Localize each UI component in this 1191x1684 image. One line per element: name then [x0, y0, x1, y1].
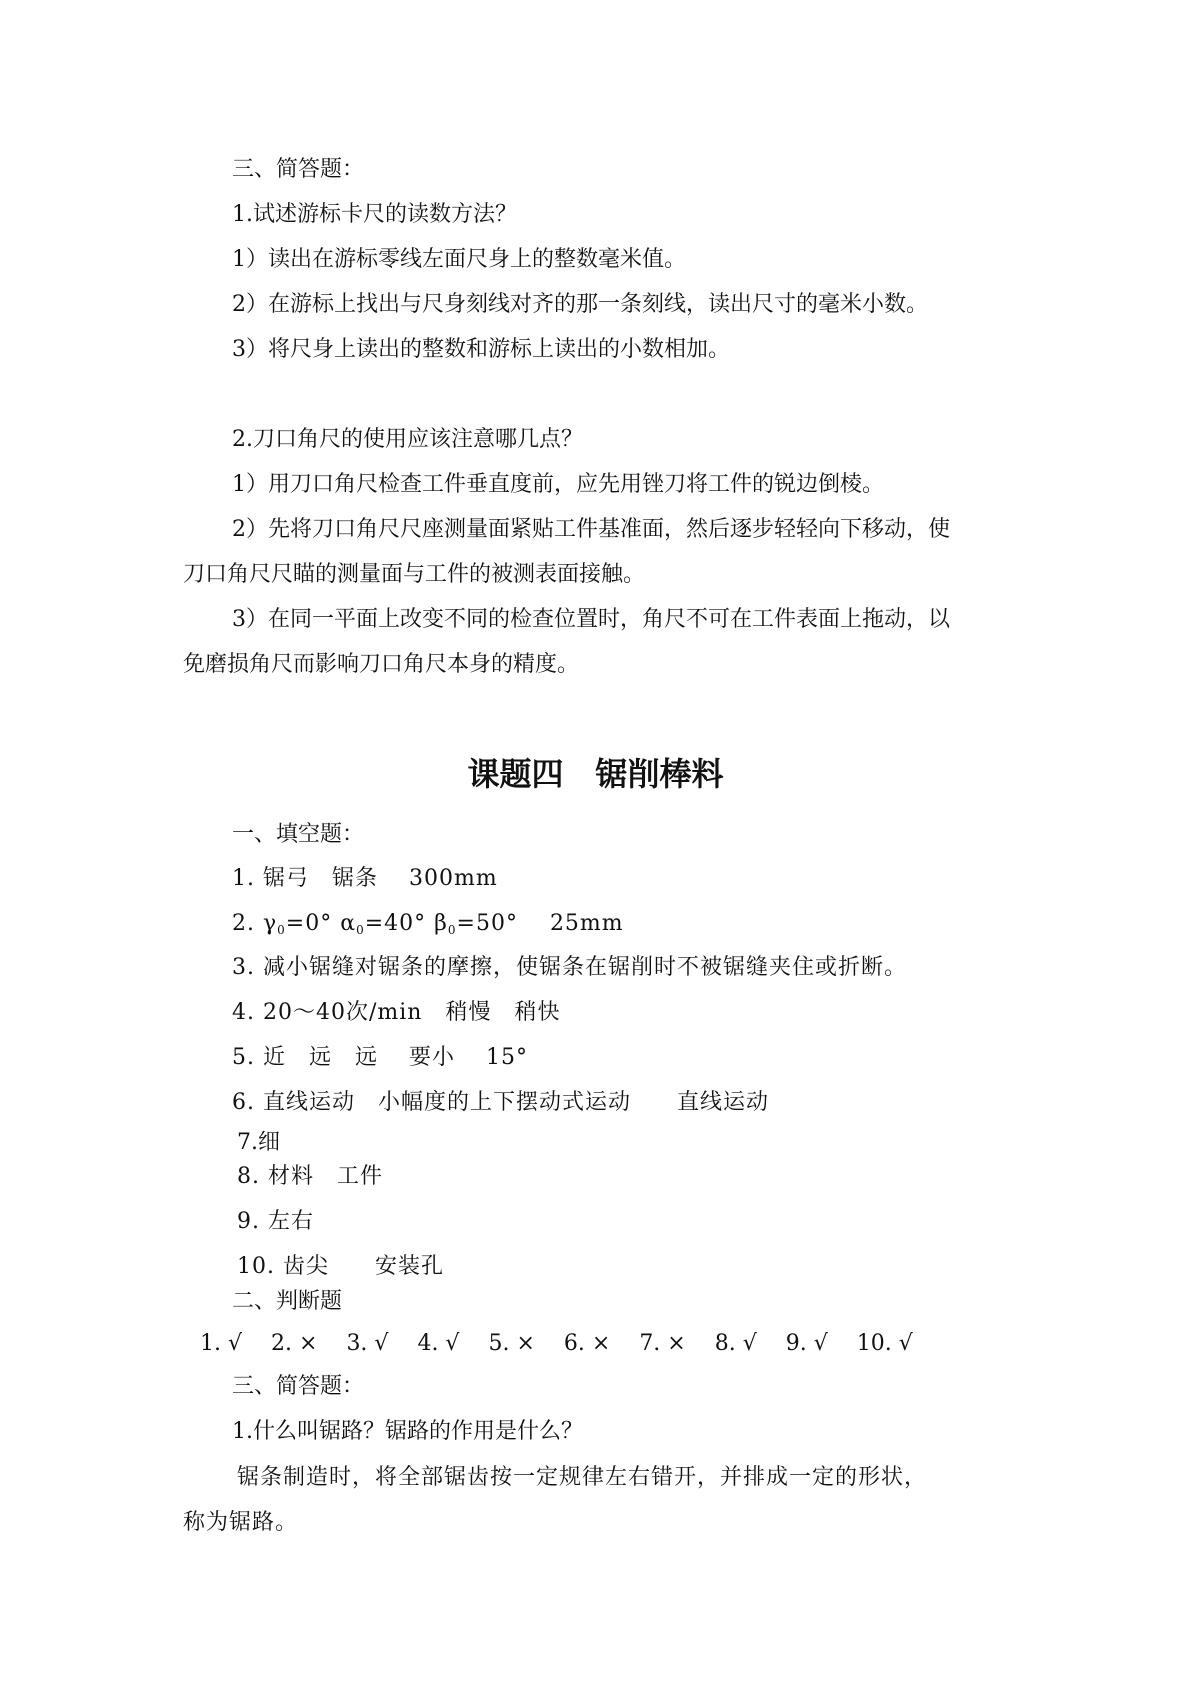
alpha-subscript: 0: [356, 923, 365, 937]
answer-line: 2）先将刀口角尺尺座测量面紧贴工件基准面，然后逐步轻轻向下移动，使: [232, 517, 950, 542]
fill-item-4: 4. 20～40次/min 稍慢 稍快: [232, 1000, 561, 1025]
judge-heading: 二、判断题: [232, 1289, 343, 1314]
answer-line: 1）用刀口角尺检查工件垂直度前，应先用锉刀将工件的锐边倒棱。: [232, 472, 884, 497]
fill-heading: 一、填空题：: [232, 822, 365, 847]
gamma-value: =0°: [285, 911, 333, 936]
question-1: 1.试述游标卡尺的读数方法？: [232, 202, 517, 227]
judge-answer: 8. √: [714, 1331, 757, 1356]
judge-answer: 5. ×: [488, 1331, 535, 1356]
section-heading: 三、简答题：: [232, 157, 365, 182]
answer-line: 锯条制造时，将全部锯齿按一定规律左右错开，并排成一定的形状，: [237, 1465, 928, 1490]
answer-line: 3）在同一平面上改变不同的检查位置时，角尺不可在工件表面上拖动，以: [232, 607, 950, 632]
judge-answer: 7. ×: [639, 1331, 686, 1356]
beta-value: =50°: [456, 911, 518, 936]
beta-subscript: 0: [447, 923, 457, 937]
short-question-1: 1.什么叫锯路？锯路的作用是什么？: [232, 1419, 583, 1444]
beta-symbol: β: [434, 911, 448, 936]
judge-answer: 4. √: [417, 1331, 460, 1356]
topic-title: 课题四 锯削棒料: [467, 755, 724, 793]
gamma-symbol: γ: [262, 911, 278, 936]
fill-item-7: 7.细: [237, 1130, 280, 1155]
gamma-subscript: 0: [277, 923, 286, 937]
answer-line: 3）将尺身上读出的整数和游标上读出的小数相加。: [232, 337, 730, 362]
judge-answer: 10. √: [856, 1331, 913, 1356]
fill-item-2-prefix: 2.: [232, 911, 263, 936]
alpha-symbol: α: [340, 911, 357, 936]
answer-line: 1）读出在游标零线左面尺身上的整数毫米值。: [232, 247, 686, 272]
answer-line: 称为锯路。: [183, 1510, 299, 1535]
short-heading: 三、简答题：: [232, 1374, 365, 1399]
judge-answer: 3. √: [346, 1331, 389, 1356]
question-2: 2.刀口角尺的使用应该注意哪几点？: [232, 427, 583, 452]
fill-item-6: 6. 直线运动 小幅度的上下摆动式运动 直线运动: [232, 1090, 769, 1115]
answer-line: 免磨损角尺而影响刀口角尺本身的精度。: [183, 652, 580, 677]
fill-item-2-tail: 25mm: [549, 911, 624, 936]
answer-line: 刀口角尺尺瞄的测量面与工件的被测表面接触。: [183, 562, 646, 587]
fill-item-2: [232, 909, 624, 945]
judge-answer: 2. ×: [271, 1331, 318, 1356]
fill-item-1: 1. 锯弓 锯条 300mm: [232, 866, 498, 891]
fill-item-10: 10. 齿尖 安装孔: [237, 1254, 444, 1279]
alpha-value: =40°: [364, 911, 427, 936]
fill-item-9: 9. 左右: [237, 1209, 314, 1234]
answer-line: 2）在游标上找出与尺身刻线对齐的那一条刻线，读出尺寸的毫米小数。: [232, 292, 928, 317]
fill-item-5: 5. 近 远 远 要小 15°: [232, 1045, 528, 1070]
judge-answers: [200, 1329, 935, 1359]
fill-item-3: 3. 减小锯缝对锯条的摩擦，使锯条在锯削时不被锯缝夹住或折断。: [232, 955, 907, 980]
judge-answer: 9. √: [785, 1331, 828, 1356]
judge-answer: 6. ×: [563, 1331, 611, 1356]
judge-answer: 1. √: [200, 1331, 243, 1356]
fill-item-8: 8. 材料 工件: [237, 1164, 383, 1189]
